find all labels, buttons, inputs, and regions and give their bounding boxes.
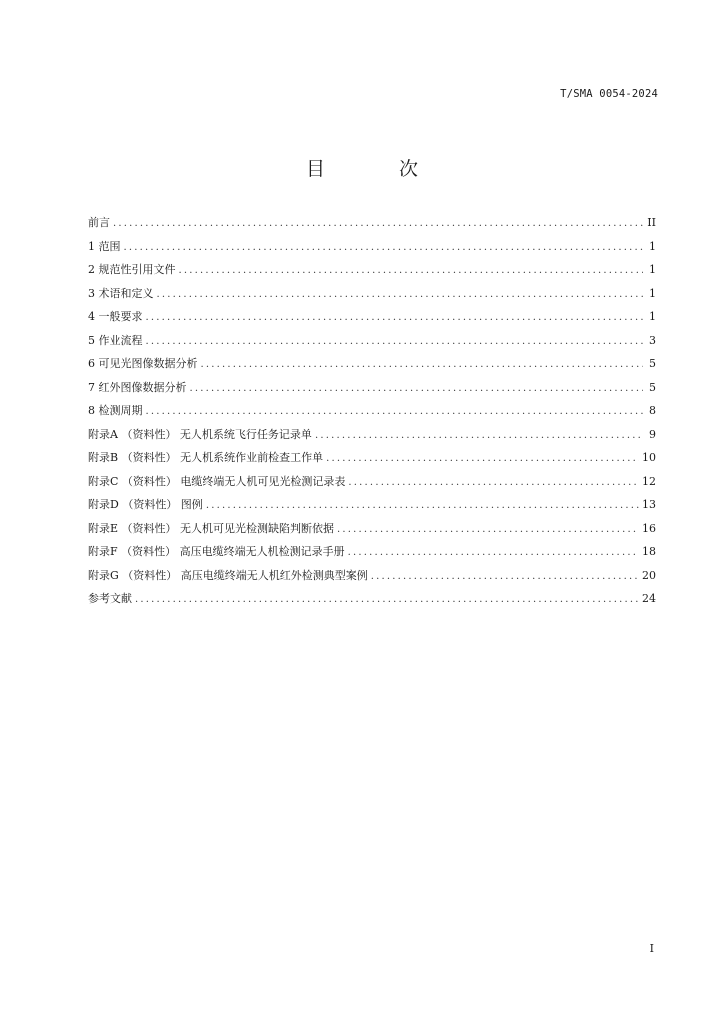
toc-entry[interactable] (88, 352, 656, 376)
toc-entry-page: 3 (649, 333, 656, 347)
toc-entry-page: 5 (649, 357, 656, 370)
toc-entry-page: 1 (649, 263, 656, 276)
toc-entry-page: 1 (649, 310, 656, 323)
toc-entry-label: 附录A （资料性） 无人机系统飞行任务记录单 (88, 427, 312, 441)
toc-entry-page: 18 (642, 545, 656, 558)
toc-leader-dots (190, 377, 644, 401)
toc-entry-page: 1 (649, 286, 656, 300)
toc-entry[interactable] (88, 211, 656, 235)
toc-entry-label: 6 可见光图像数据分析 (88, 357, 198, 370)
toc-entry[interactable] (88, 329, 656, 353)
document-code: T/SMA 0054-2024 (560, 88, 658, 100)
table-of-contents (88, 211, 656, 611)
toc-entry-page: 12 (642, 474, 656, 488)
toc-entry[interactable] (88, 517, 656, 541)
toc-entry[interactable] (88, 235, 656, 259)
toc-leader-dots (348, 471, 639, 495)
page-number: I (649, 942, 654, 955)
toc-entry-label: 参考文献 (88, 592, 132, 605)
toc-entry-label: 1 范围 (88, 239, 121, 253)
toc-entry[interactable] (88, 399, 656, 423)
toc-entry-page: 1 (649, 239, 656, 253)
toc-leader-dots (371, 565, 639, 589)
toc-leader-dots (179, 259, 644, 283)
toc-entry[interactable] (88, 564, 656, 588)
toc-leader-dots (326, 447, 639, 471)
toc-entry[interactable] (88, 282, 656, 306)
toc-leader-dots (146, 400, 644, 424)
toc-entry[interactable] (88, 305, 656, 329)
toc-entry-page: 24 (642, 592, 656, 605)
toc-entry-page: 16 (642, 521, 656, 535)
toc-entry-page: 9 (649, 427, 656, 441)
toc-leader-dots (206, 494, 639, 518)
toc-entry[interactable] (88, 446, 656, 470)
toc-leader-dots (201, 353, 644, 377)
toc-entry[interactable] (88, 376, 656, 400)
toc-title: 目 次 (305, 158, 453, 180)
toc-entry[interactable] (88, 258, 656, 282)
toc-entry-label: 前言 (88, 216, 110, 229)
toc-leader-dots (113, 212, 643, 236)
toc-entry-label: 附录F （资料性） 高压电缆终端无人机检测记录手册 (88, 545, 345, 558)
toc-entry-label: 7 红外图像数据分析 (88, 380, 187, 394)
toc-entry-label: 附录G （资料性） 高压电缆终端无人机红外检测典型案例 (88, 568, 368, 582)
toc-leader-dots (348, 541, 639, 565)
toc-leader-dots (315, 424, 643, 448)
toc-entry-page: II (647, 216, 656, 229)
toc-entry-page: 10 (642, 451, 656, 464)
toc-entry-label: 2 规范性引用文件 (88, 263, 176, 276)
toc-entry-label: 附录D （资料性） 图例 (88, 498, 203, 511)
toc-entry-label: 4 一般要求 (88, 310, 143, 323)
toc-leader-dots (135, 588, 639, 612)
toc-entry-page: 5 (649, 380, 656, 394)
toc-leader-dots (157, 283, 644, 307)
toc-entry-label: 3 术语和定义 (88, 286, 154, 300)
toc-entry-page: 13 (642, 498, 656, 511)
toc-entry-page: 8 (649, 404, 656, 417)
toc-entry-page: 20 (642, 568, 656, 582)
toc-entry[interactable] (88, 423, 656, 447)
toc-entry-label: 附录B （资料性） 无人机系统作业前检查工作单 (88, 451, 324, 464)
toc-leader-dots (337, 518, 639, 542)
toc-leader-dots (124, 236, 644, 260)
toc-entry[interactable] (88, 587, 656, 611)
toc-leader-dots (146, 306, 644, 330)
toc-entry-label: 附录C （资料性） 电缆终端无人机可见光检测记录表 (88, 474, 346, 488)
toc-entry[interactable] (88, 470, 656, 494)
toc-entry[interactable] (88, 540, 656, 564)
toc-entry-label: 8 检测周期 (88, 404, 143, 417)
toc-entry-label: 5 作业流程 (88, 333, 143, 347)
toc-leader-dots (146, 330, 644, 354)
toc-entry-label: 附录E （资料性） 无人机可见光检测缺陷判断依据 (88, 521, 335, 535)
toc-entry[interactable] (88, 493, 656, 517)
